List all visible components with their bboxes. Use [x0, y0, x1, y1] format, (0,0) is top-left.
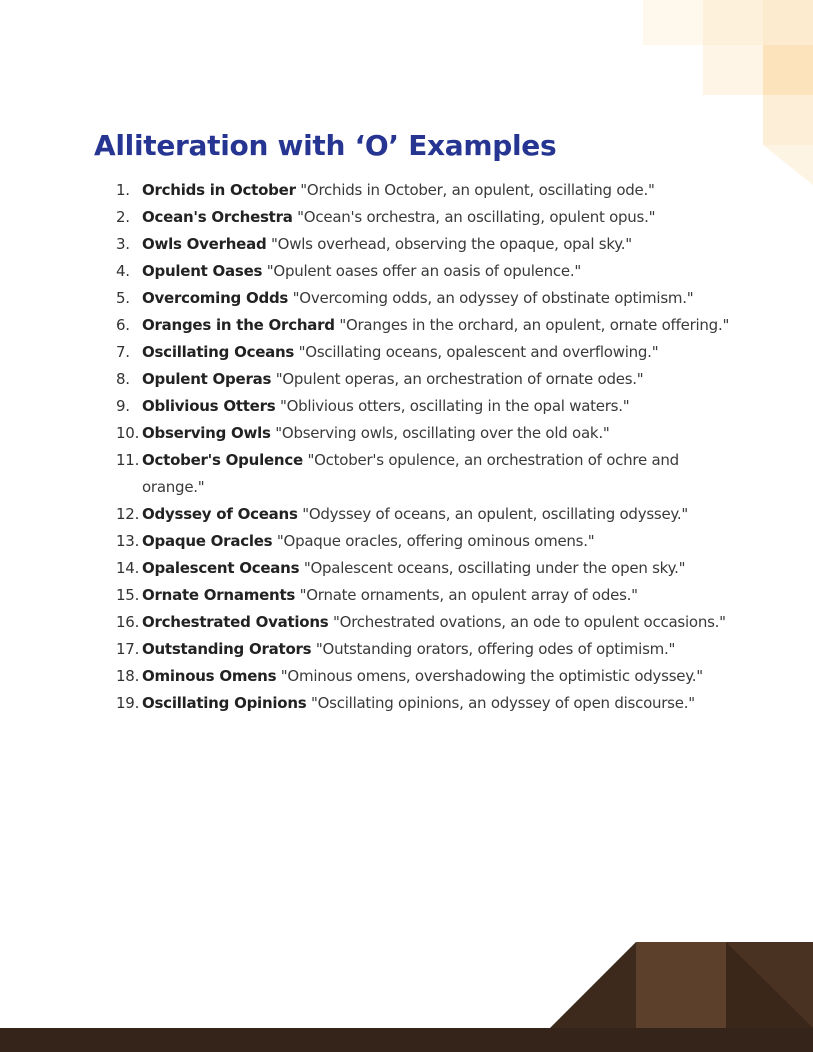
item-number: 3.	[116, 235, 130, 253]
item-quote: "Ornate ornaments, an opulent array of odes."	[299, 586, 638, 604]
item-title: Opalescent Oceans	[142, 559, 300, 577]
list-item	[116, 690, 731, 717]
list-item	[116, 663, 731, 690]
item-title: Owls Overhead	[142, 235, 267, 253]
item-number: 1.	[116, 181, 130, 199]
item-quote: "Opaque oracles, offering ominous omens."	[276, 532, 595, 550]
page-title: Alliteration with ‘O’ Examples	[94, 129, 557, 162]
item-title: Orchestrated Ovations	[142, 613, 329, 631]
item-number: 4.	[116, 262, 130, 280]
list-item	[116, 339, 731, 366]
item-number: 6.	[116, 316, 130, 334]
item-title: Outstanding Orators	[142, 640, 312, 658]
item-number: 5.	[116, 289, 130, 307]
item-quote: "October's opulence, an orchestration of ochre and orange."	[142, 451, 679, 496]
item-quote: "Observing owls, oscillating over the old oak."	[275, 424, 610, 442]
item-title: Ocean's Orchestra	[142, 208, 293, 226]
list-item	[116, 393, 731, 420]
item-quote: "Oscillating oceans, opalescent and overflowing."	[298, 343, 659, 361]
list-item	[116, 582, 731, 609]
item-number: 9.	[116, 397, 130, 415]
item-title: Oscillating Opinions	[142, 694, 307, 712]
item-quote: "Outstanding orators, offering odes of optimism."	[315, 640, 676, 658]
item-title: October's Opulence	[142, 451, 303, 469]
item-title: Opulent Operas	[142, 370, 272, 388]
item-number: 2.	[116, 208, 130, 226]
item-number: 10.	[116, 424, 140, 442]
list-item	[116, 231, 731, 258]
item-title: Opulent Oases	[142, 262, 263, 280]
item-quote: "Opalescent oceans, oscillating under the open sky."	[303, 559, 686, 577]
list-item	[116, 204, 731, 231]
list-item	[116, 366, 731, 393]
item-number: 17.	[116, 640, 140, 658]
list-item	[116, 636, 731, 663]
list-item	[116, 312, 731, 339]
item-quote: "Ominous omens, overshadowing the optimistic odyssey."	[280, 667, 703, 685]
item-number: 11.	[116, 451, 140, 469]
list-item	[116, 555, 731, 582]
item-quote: "Oscillating opinions, an odyssey of open discourse."	[310, 694, 695, 712]
item-quote: "Overcoming odds, an odyssey of obstinate optimism."	[292, 289, 694, 307]
item-number: 7.	[116, 343, 130, 361]
item-quote: "Oranges in the orchard, an opulent, ornate offering."	[339, 316, 730, 334]
examples-list	[116, 177, 731, 717]
item-quote: "Opulent oases offer an oasis of opulence."	[266, 262, 582, 280]
list-item	[116, 501, 731, 528]
item-title: Overcoming Odds	[142, 289, 289, 307]
item-quote: "Orchestrated ovations, an ode to opulent occasions."	[332, 613, 726, 631]
item-title: Ominous Omens	[142, 667, 277, 685]
list-item	[116, 420, 731, 447]
item-title: Odyssey of Oceans	[142, 505, 298, 523]
bottom-decoration	[0, 942, 813, 1052]
item-quote: "Ocean's orchestra, an oscillating, opulent opus."	[297, 208, 656, 226]
list-item	[116, 528, 731, 555]
list-item	[116, 258, 731, 285]
item-quote: "Odyssey of oceans, an opulent, oscillating odyssey."	[302, 505, 689, 523]
item-quote: "Opulent operas, an orchestration of ornate odes."	[275, 370, 644, 388]
item-quote: "Owls overhead, observing the opaque, opal sky."	[271, 235, 632, 253]
item-title: Opaque Oracles	[142, 532, 273, 550]
item-quote: "Oblivious otters, oscillating in the opal waters."	[279, 397, 630, 415]
item-number: 18.	[116, 667, 140, 685]
list-item	[116, 285, 731, 312]
item-number: 16.	[116, 613, 140, 631]
top-right-decoration	[643, 0, 813, 190]
item-title: Oscillating Oceans	[142, 343, 295, 361]
item-title: Ornate Ornaments	[142, 586, 296, 604]
item-number: 19.	[116, 694, 140, 712]
item-number: 13.	[116, 532, 140, 550]
item-quote: "Orchids in October, an opulent, oscillating ode."	[300, 181, 655, 199]
item-number: 15.	[116, 586, 140, 604]
item-title: Observing Owls	[142, 424, 271, 442]
item-number: 8.	[116, 370, 130, 388]
item-title: Oranges in the Orchard	[142, 316, 335, 334]
item-title: Orchids in October	[142, 181, 296, 199]
list-item	[116, 447, 731, 501]
list-item	[116, 177, 731, 204]
list-item	[116, 609, 731, 636]
item-number: 14.	[116, 559, 140, 577]
item-title: Oblivious Otters	[142, 397, 276, 415]
item-number: 12.	[116, 505, 140, 523]
